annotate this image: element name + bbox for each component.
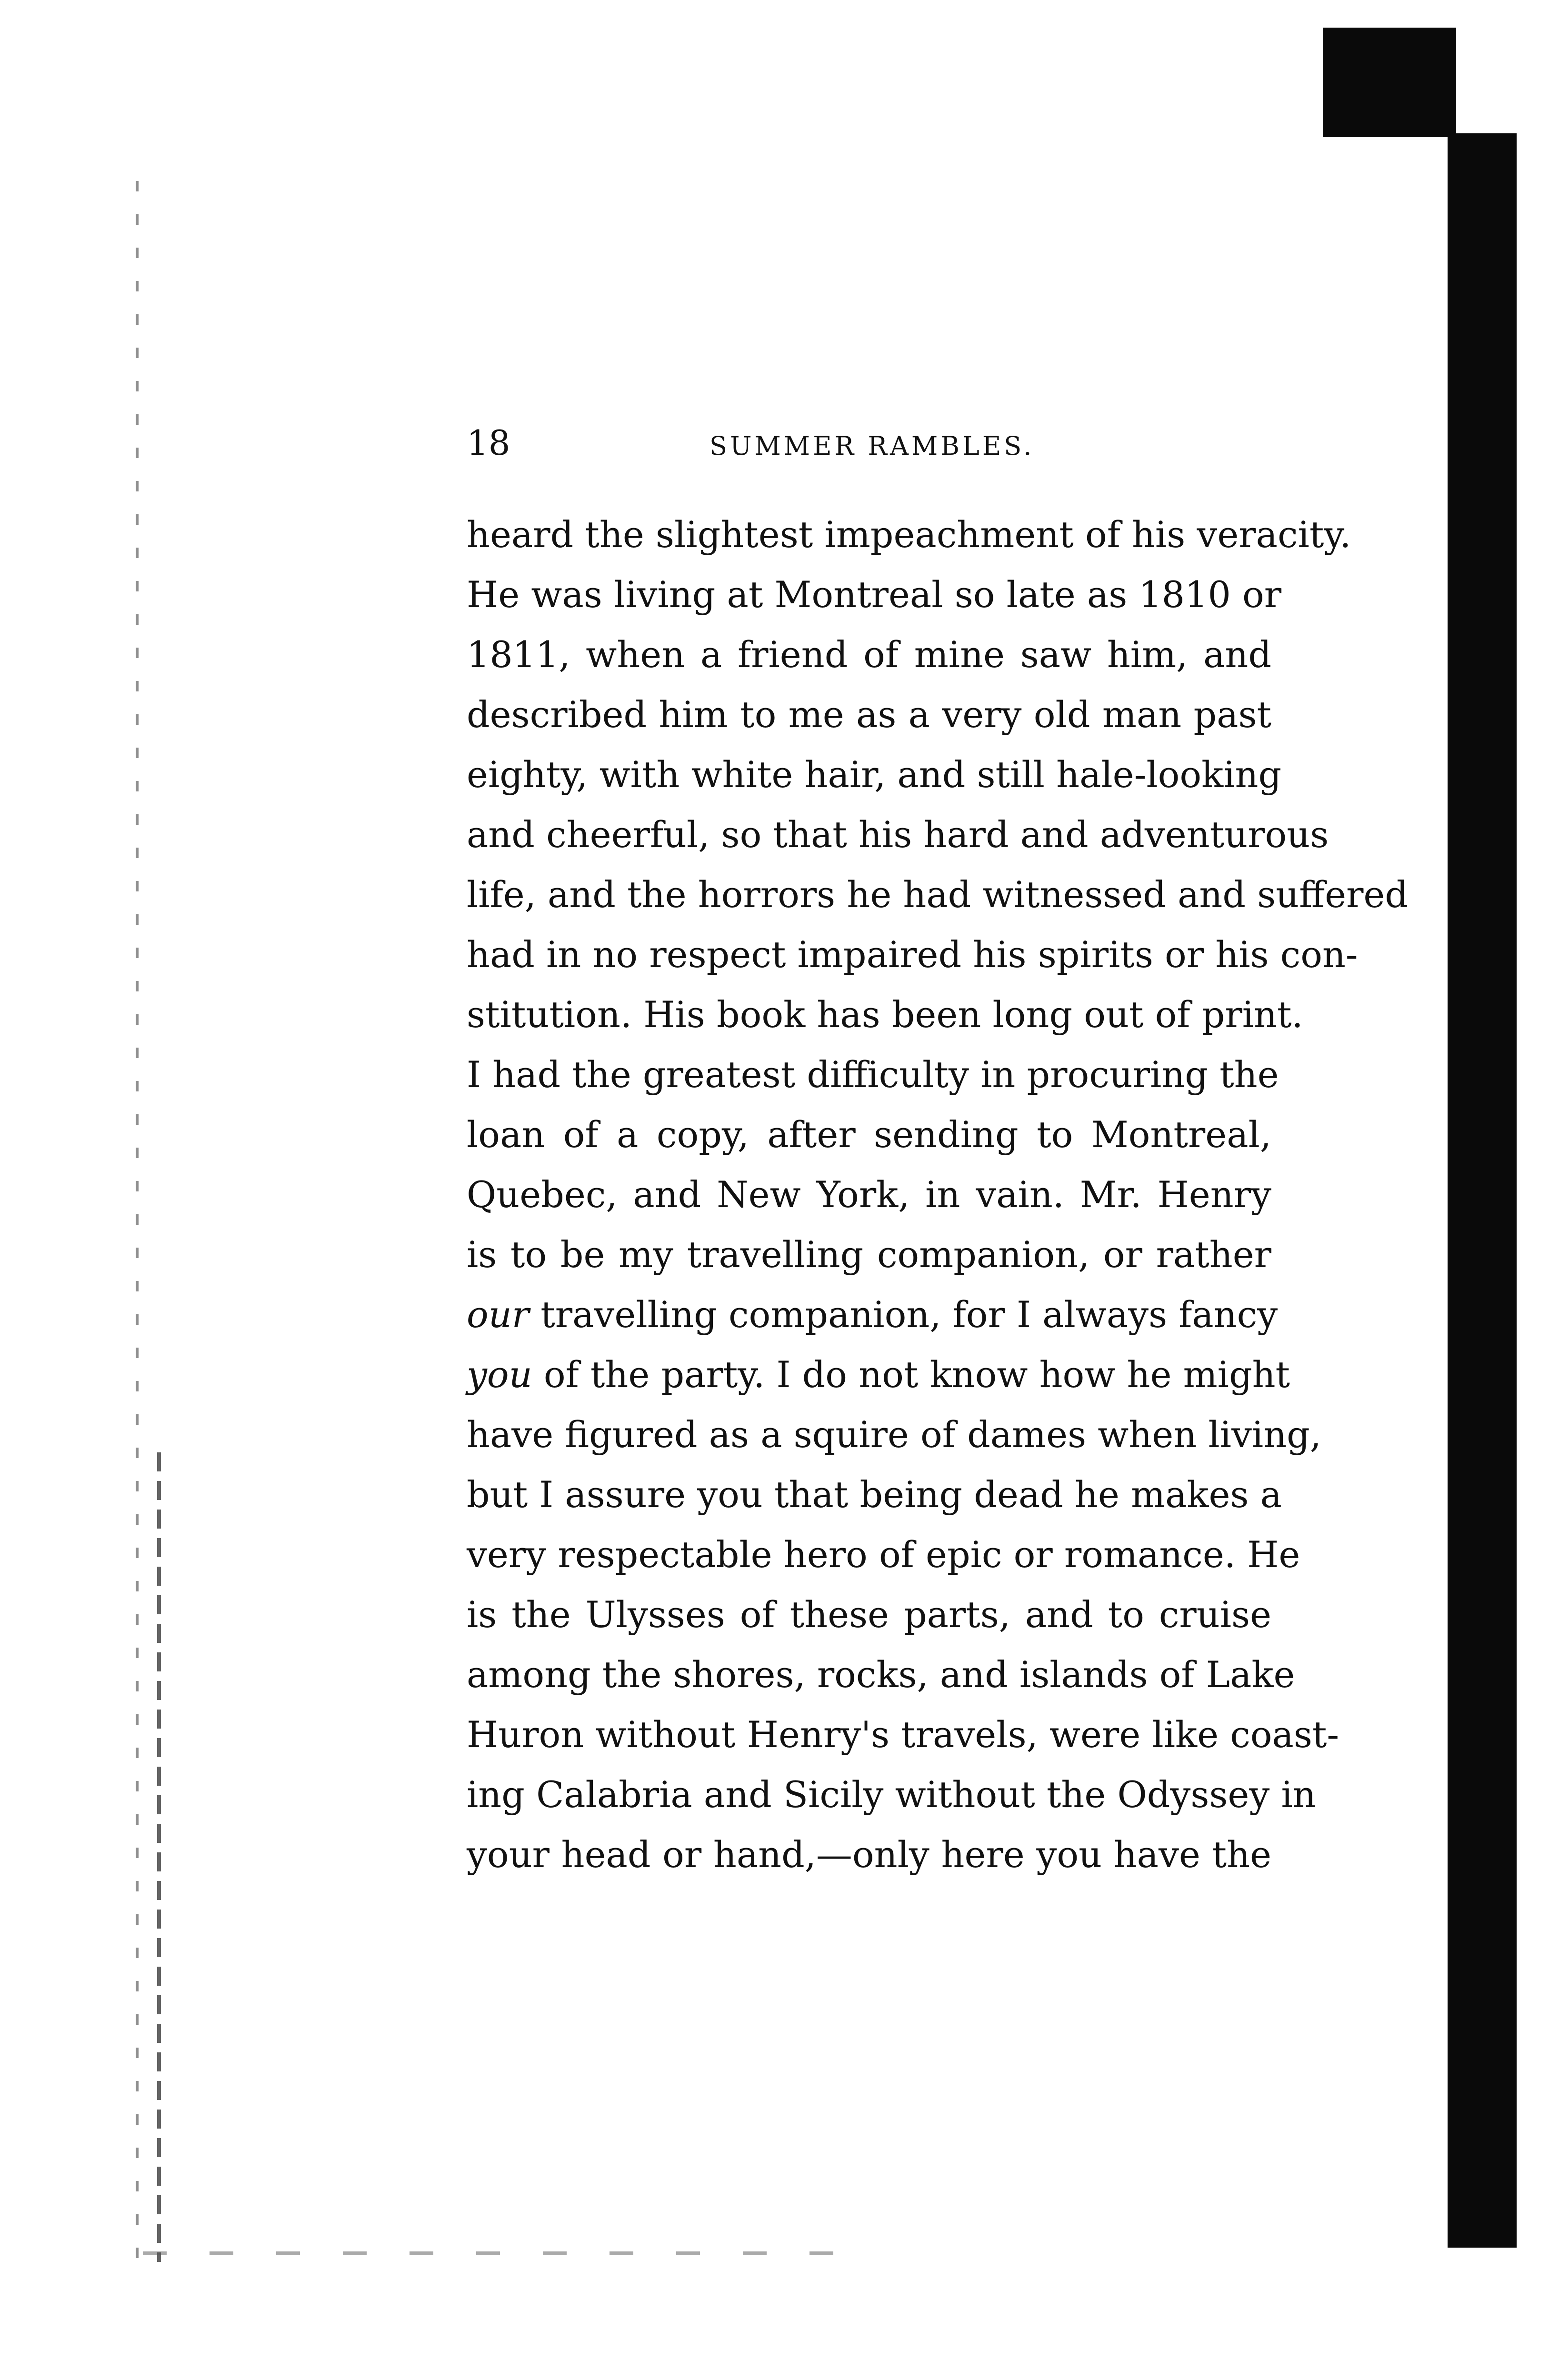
- text-line: loan of a copy, after sending to Montreal,: [467, 1113, 1271, 1156]
- page-header: [467, 419, 1276, 471]
- running-title: SUMMER RAMBLES.: [710, 431, 1035, 461]
- text-line: He was living at Montreal so late as 1810 or: [467, 573, 1282, 616]
- binding-edge-bar: [1448, 133, 1517, 2248]
- text-line: ing Calabria and Sicily without the Odyssey in: [467, 1773, 1316, 1816]
- text-line: 1811, when a friend of mine saw him, and: [467, 633, 1271, 676]
- text-line-rest: of the party. I do not know how he might: [543, 1353, 1290, 1396]
- text-line: is the Ulysses of these parts, and to cruise: [467, 1593, 1271, 1636]
- text-line: Huron without Henry's travels, were like coast-: [467, 1713, 1339, 1756]
- bottom-edge-marks: [143, 2251, 857, 2255]
- text-line: Quebec, and New York, in vain. Mr. Henry: [467, 1173, 1271, 1216]
- text-line: described him to me as a very old man past: [467, 693, 1271, 736]
- italic-word: you: [467, 1353, 532, 1396]
- binding-edge-top: [1323, 28, 1456, 137]
- text-line: your head or hand,—only here you have the: [467, 1833, 1271, 1876]
- text-line: stitution. His book has been long out of print.: [467, 993, 1303, 1036]
- text-line: very respectable hero of epic or romance. He: [467, 1533, 1300, 1576]
- text-line: heard the slightest impeachment of his veracity.: [467, 513, 1351, 556]
- body-text: [467, 505, 1409, 1885]
- page-number: 18: [467, 423, 510, 463]
- text-line-with-italic: [467, 1345, 1290, 1405]
- gutter-marks-lower: [157, 1452, 161, 2262]
- text-line-with-italic: [467, 1285, 1278, 1345]
- text-line: eighty, with white hair, and still hale-looking: [467, 753, 1282, 796]
- text-line: have figured as a squire of dames when living,: [467, 1413, 1321, 1456]
- text-line: among the shores, rocks, and islands of Lake: [467, 1653, 1295, 1696]
- text-line: life, and the horrors he had witnessed and suffered: [467, 873, 1409, 916]
- text-line: I had the greatest difficulty in procuring the: [467, 1053, 1279, 1096]
- text-line: but I assure you that being dead he makes a: [467, 1473, 1282, 1516]
- text-line: is to be my travelling companion, or rather: [467, 1233, 1271, 1276]
- gutter-marks: [136, 181, 139, 2267]
- text-line-rest: travelling companion, for I always fancy: [540, 1293, 1278, 1336]
- italic-word: our: [467, 1293, 530, 1336]
- text-line: had in no respect impaired his spirits or his con-: [467, 933, 1358, 976]
- text-line: and cheerful, so that his hard and adventurous: [467, 813, 1329, 856]
